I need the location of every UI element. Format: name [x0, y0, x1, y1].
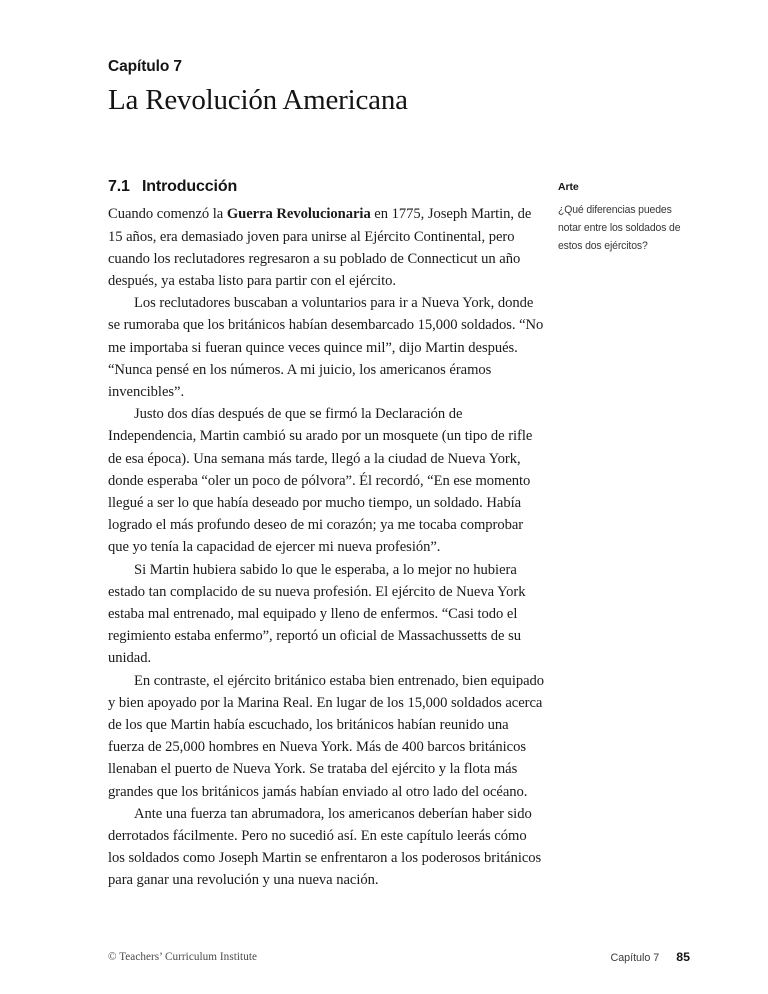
- main-text-column: [108, 178, 546, 892]
- body-text: [108, 203, 546, 891]
- body-paragraph: [108, 803, 546, 892]
- body-run: Los reclutadores buscaban a voluntarios para ir a Nueva York, donde se rumoraba que los británicos habían desembarcado 15,000 soldados. “No me importaba si fueran quince veces quince mil”, dijo Martin después. “Nunca pensé en los números. A mi juicio, los americanos éramos invencibles”.: [108, 295, 544, 401]
- body-paragraph: [108, 670, 546, 803]
- body-run: Si Martin hubiera sabido lo que le esperaba, a lo mejor no hubiera estado tan complacido de su nueva profesión. El ejército de Nueva York estaba mal entrenado, mal equipado y lleno de enfermos. “Casi todo el regimiento estaba enfermo”, reportó un oficial de Massachussetts de su unidad.: [108, 561, 526, 667]
- body-run: En contraste, el ejército británico estaba bien entrenado, bien equipado y bien apoyado por la Marina Real. En lugar de los 15,000 soldados acerca de los que Martin había escuchado, los británicos habían reunido una fuerza de 25,000 hombres en Nueva York. Más de 400 barcos británicos llenaban el puerto de Nueva York. Se trataba del ejército y la flota más grandes que los británicos jamás habían enviado al otro lado del océano.: [108, 672, 545, 800]
- section-heading: [108, 178, 546, 196]
- section-number: 7.1: [108, 178, 130, 195]
- footer-right-group: [610, 949, 690, 966]
- body-paragraph: [108, 292, 546, 403]
- section-title: Introducción: [142, 178, 238, 195]
- margin-note: [558, 181, 686, 255]
- body-run: Justo dos días después de que se firmó la Declaración de Independencia, Martin cambió su arado por un mosquete (un tipo de rifle de esa época). Una semana más tarde, llegó a la ciudad de Nueva York, donde esperaba “oler un poco de pólvora”. Él recordó, “En ese momento llegué a ser lo que había deseado por mucho tiempo, un soldado. Había logrado el más profundo deseo de mi corazón; ya me tocaba comprobar que yo tenía la capacidad de ejercer mi nueva profesión”.: [108, 406, 533, 556]
- page-number: 85: [676, 950, 690, 964]
- chapter-eyebrow: Capítulo 7: [108, 58, 182, 75]
- body-run: Cuando comenzó la: [108, 206, 227, 223]
- body-paragraph: [108, 559, 546, 670]
- footer-chapter-label: Capítulo 7: [610, 952, 660, 964]
- footer-credit: © Teachers’ Curriculum Institute: [108, 951, 258, 963]
- page-footer: [108, 949, 690, 965]
- margin-note-title: Arte: [558, 181, 579, 193]
- body-paragraph: [108, 403, 546, 558]
- body-term-bold: Guerra Revolucionaria: [226, 206, 371, 223]
- chapter-header: [108, 58, 568, 136]
- body-paragraph: [108, 203, 546, 292]
- page-title: La Revolución Americana: [108, 84, 408, 117]
- body-run: en 1775, Joseph Martin, de 15 años, era demasiado joven para unirse al Ejército Continental, pero cuando los reclutadores regresaron a su poblado de Connecticut un año después, ya estaba listo para partir con el ejército.: [108, 206, 532, 289]
- body-run: Ante una fuerza tan abrumadora, los americanos deberían haber sido derrotados fácilmente. Pero no sucedió así. En este capítulo leerás cómo los soldados como Joseph Martin se enfrentaron a los poderosos británicos para ganar una revolución y una nueva nación.: [108, 805, 542, 889]
- margin-note-text: ¿Qué diferencias puedes notar entre los soldados de estos dos ejércitos?: [558, 203, 681, 252]
